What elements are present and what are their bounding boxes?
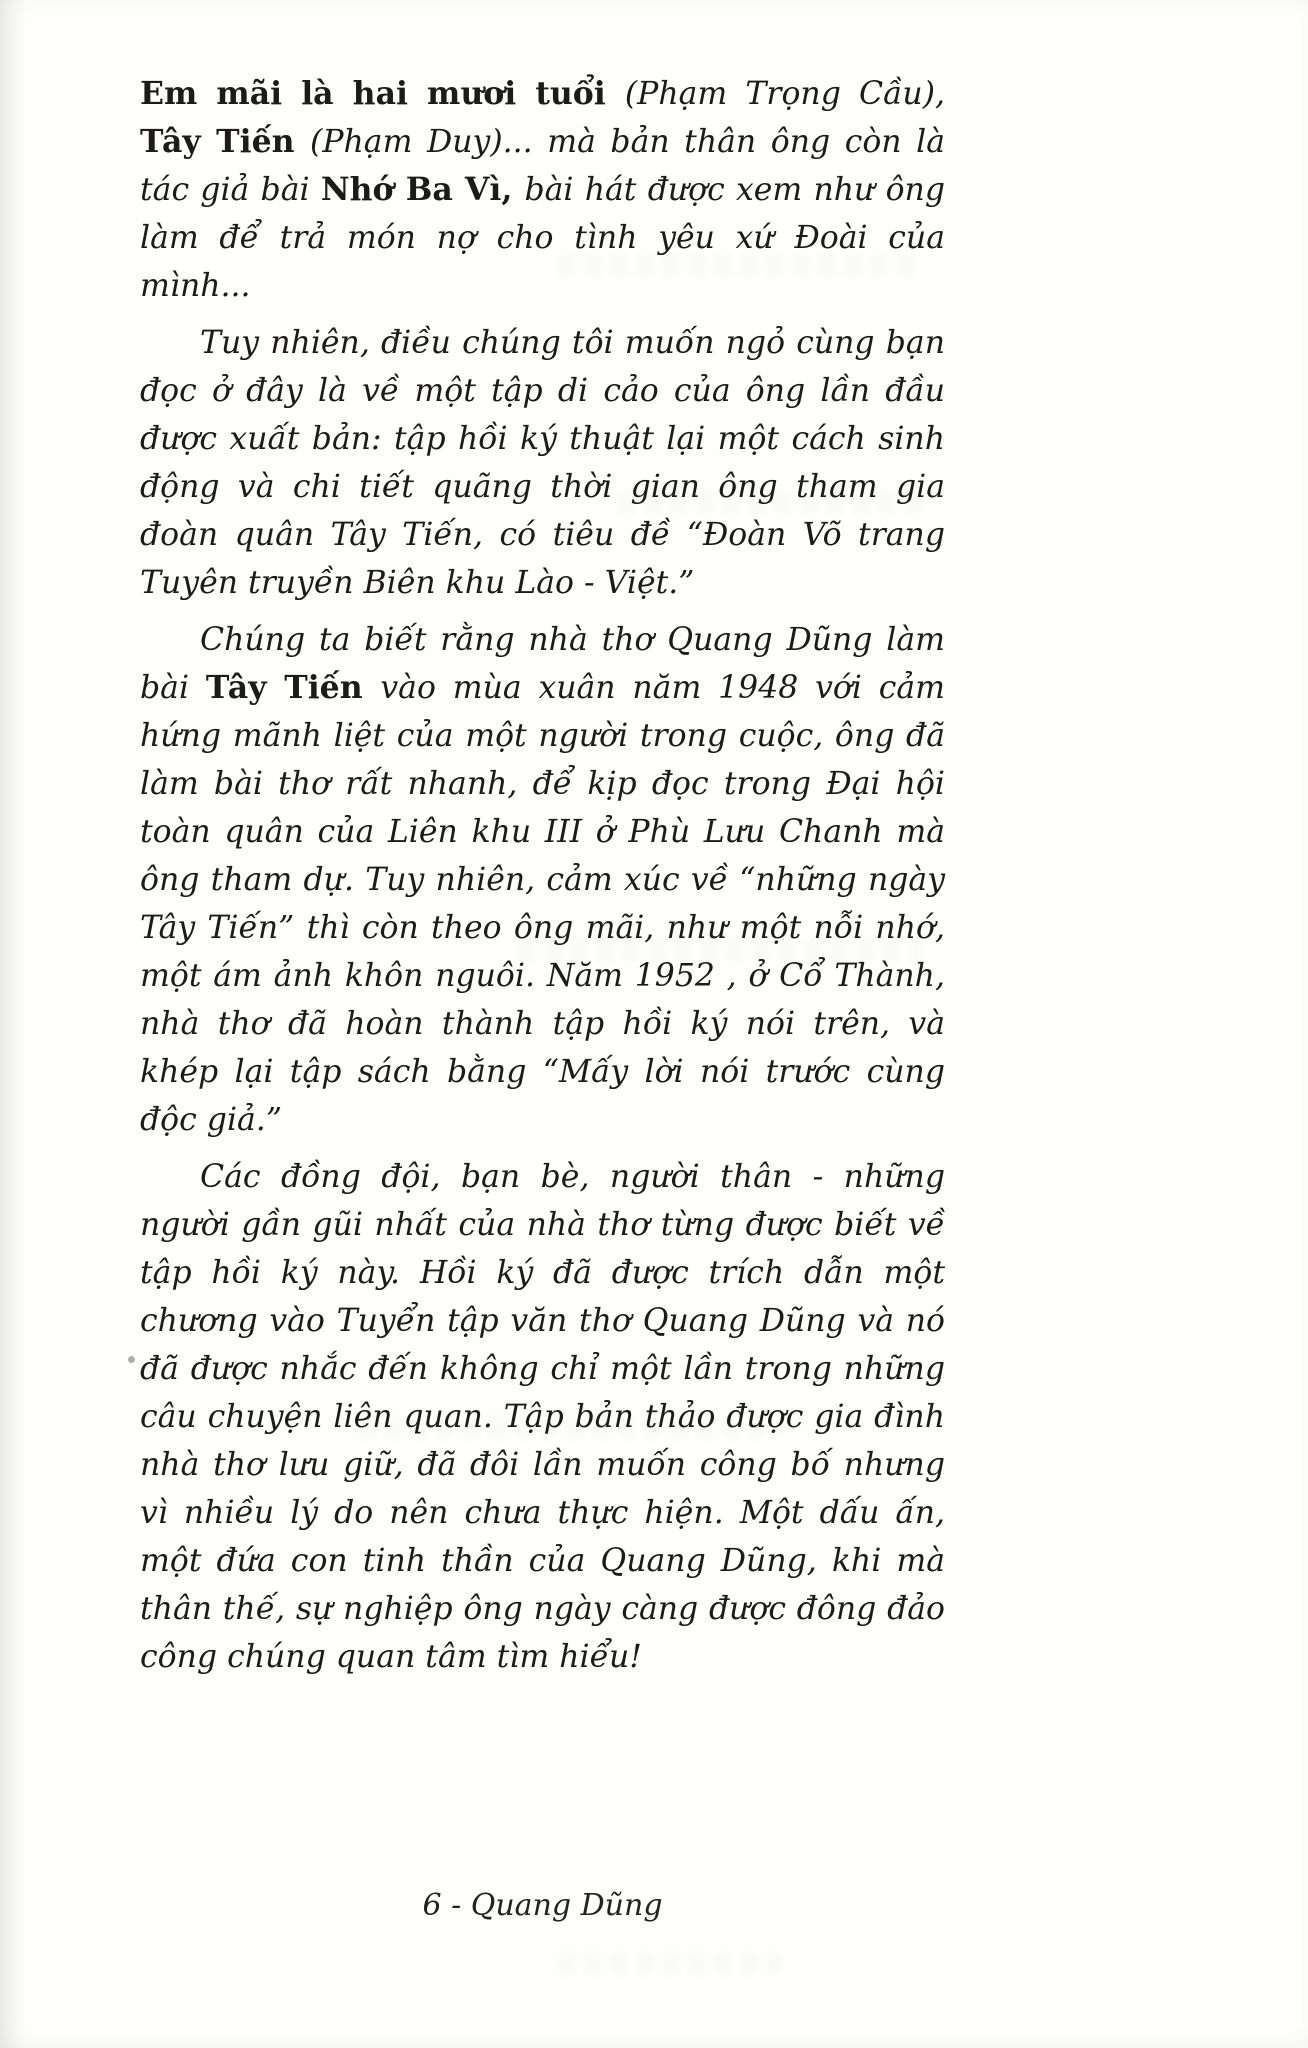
- paragraph: [140, 319, 945, 607]
- body-text-run: Các đồng đội, bạn bè, người thân - những người gần gũi nhất của nhà thơ từng được biết về tập hồi ký này. Hồi ký đã được trích dẫn một chương vào Tuyển tập văn thơ Quang Dũng và nó đã được nhắc đến không chỉ một lần trong những câu chuyện liên quan. Tập bản thảo được gia đình nhà thơ lưu giữ, đã đôi lần muốn công bố nhưng vì nhiều lý do nên chưa thực hiện. Một dấu ấn, một đứa con tinh thần của Quang Dũng, khi mà thân thế, sự nghiệp ông ngày càng được đông đảo công chúng quan tâm tìm hiểu!: [140, 1159, 945, 1675]
- body-text-run: (Phạm Duy)... mà bản thân ông còn là tác giả bài: [140, 124, 945, 208]
- body-text-run: Chúng ta biết rằng nhà thơ Quang Dũng làm bài: [140, 622, 945, 706]
- bleed-through-artifact: [560, 1952, 780, 1974]
- work-title-run: Tây Tiến: [140, 123, 311, 160]
- page-number: 6 - Quang Dũng: [422, 1888, 663, 1923]
- paragraph: [140, 70, 945, 310]
- paragraph: [140, 616, 945, 1144]
- body-text-run: vào mùa xuân năm 1948 với cảm hứng mãnh liệt của một người trong cuộc, ông đã làm bài thơ rất nhanh, để kịp đọc trong Đại hội toàn quân của Liên khu III ở Phù Lưu Chanh mà ông tham dự. Tuy nhiên, cảm xúc về “những ngày Tây Tiến” thì còn theo ông mãi, như một nỗi nhớ, một ám ảnh khôn nguôi. Năm 1952 , ở Cổ Thành, nhà thơ đã hoàn thành tập hồi ký nói trên, và khép lại tập sách bằng “Mấy lời nói trước cùng độc giả.”: [140, 670, 945, 1138]
- body-text-run: bài hát được xem như ông làm để trả món nợ cho tình yêu xứ Đoài của mình...: [140, 172, 945, 304]
- work-title-run: Em mãi là hai mươi tuổi: [140, 75, 625, 112]
- work-title-run: Tây Tiến: [205, 669, 381, 706]
- page-text: [140, 70, 945, 1681]
- scan-artifact-dot: [128, 1356, 135, 1363]
- paragraph: [140, 1153, 945, 1681]
- body-text-run: (Phạm Trọng Cầu),: [624, 76, 945, 112]
- body-text-run: Tuy nhiên, điều chúng tôi muốn ngỏ cùng bạn đọc ở đây là về một tập di cảo của ông lần đầu được xuất bản: tập hồi ký thuật lại một cách sinh động và chi tiết quãng thời gian ông tham gia đoàn quân Tây Tiến, có tiêu đề “Đoàn Võ trang Tuyên truyền Biên khu Lào - Việt.”: [140, 325, 945, 601]
- work-title-run: Nhớ Ba Vì,: [320, 171, 525, 208]
- scan-edge-shadow: [0, 0, 26, 2048]
